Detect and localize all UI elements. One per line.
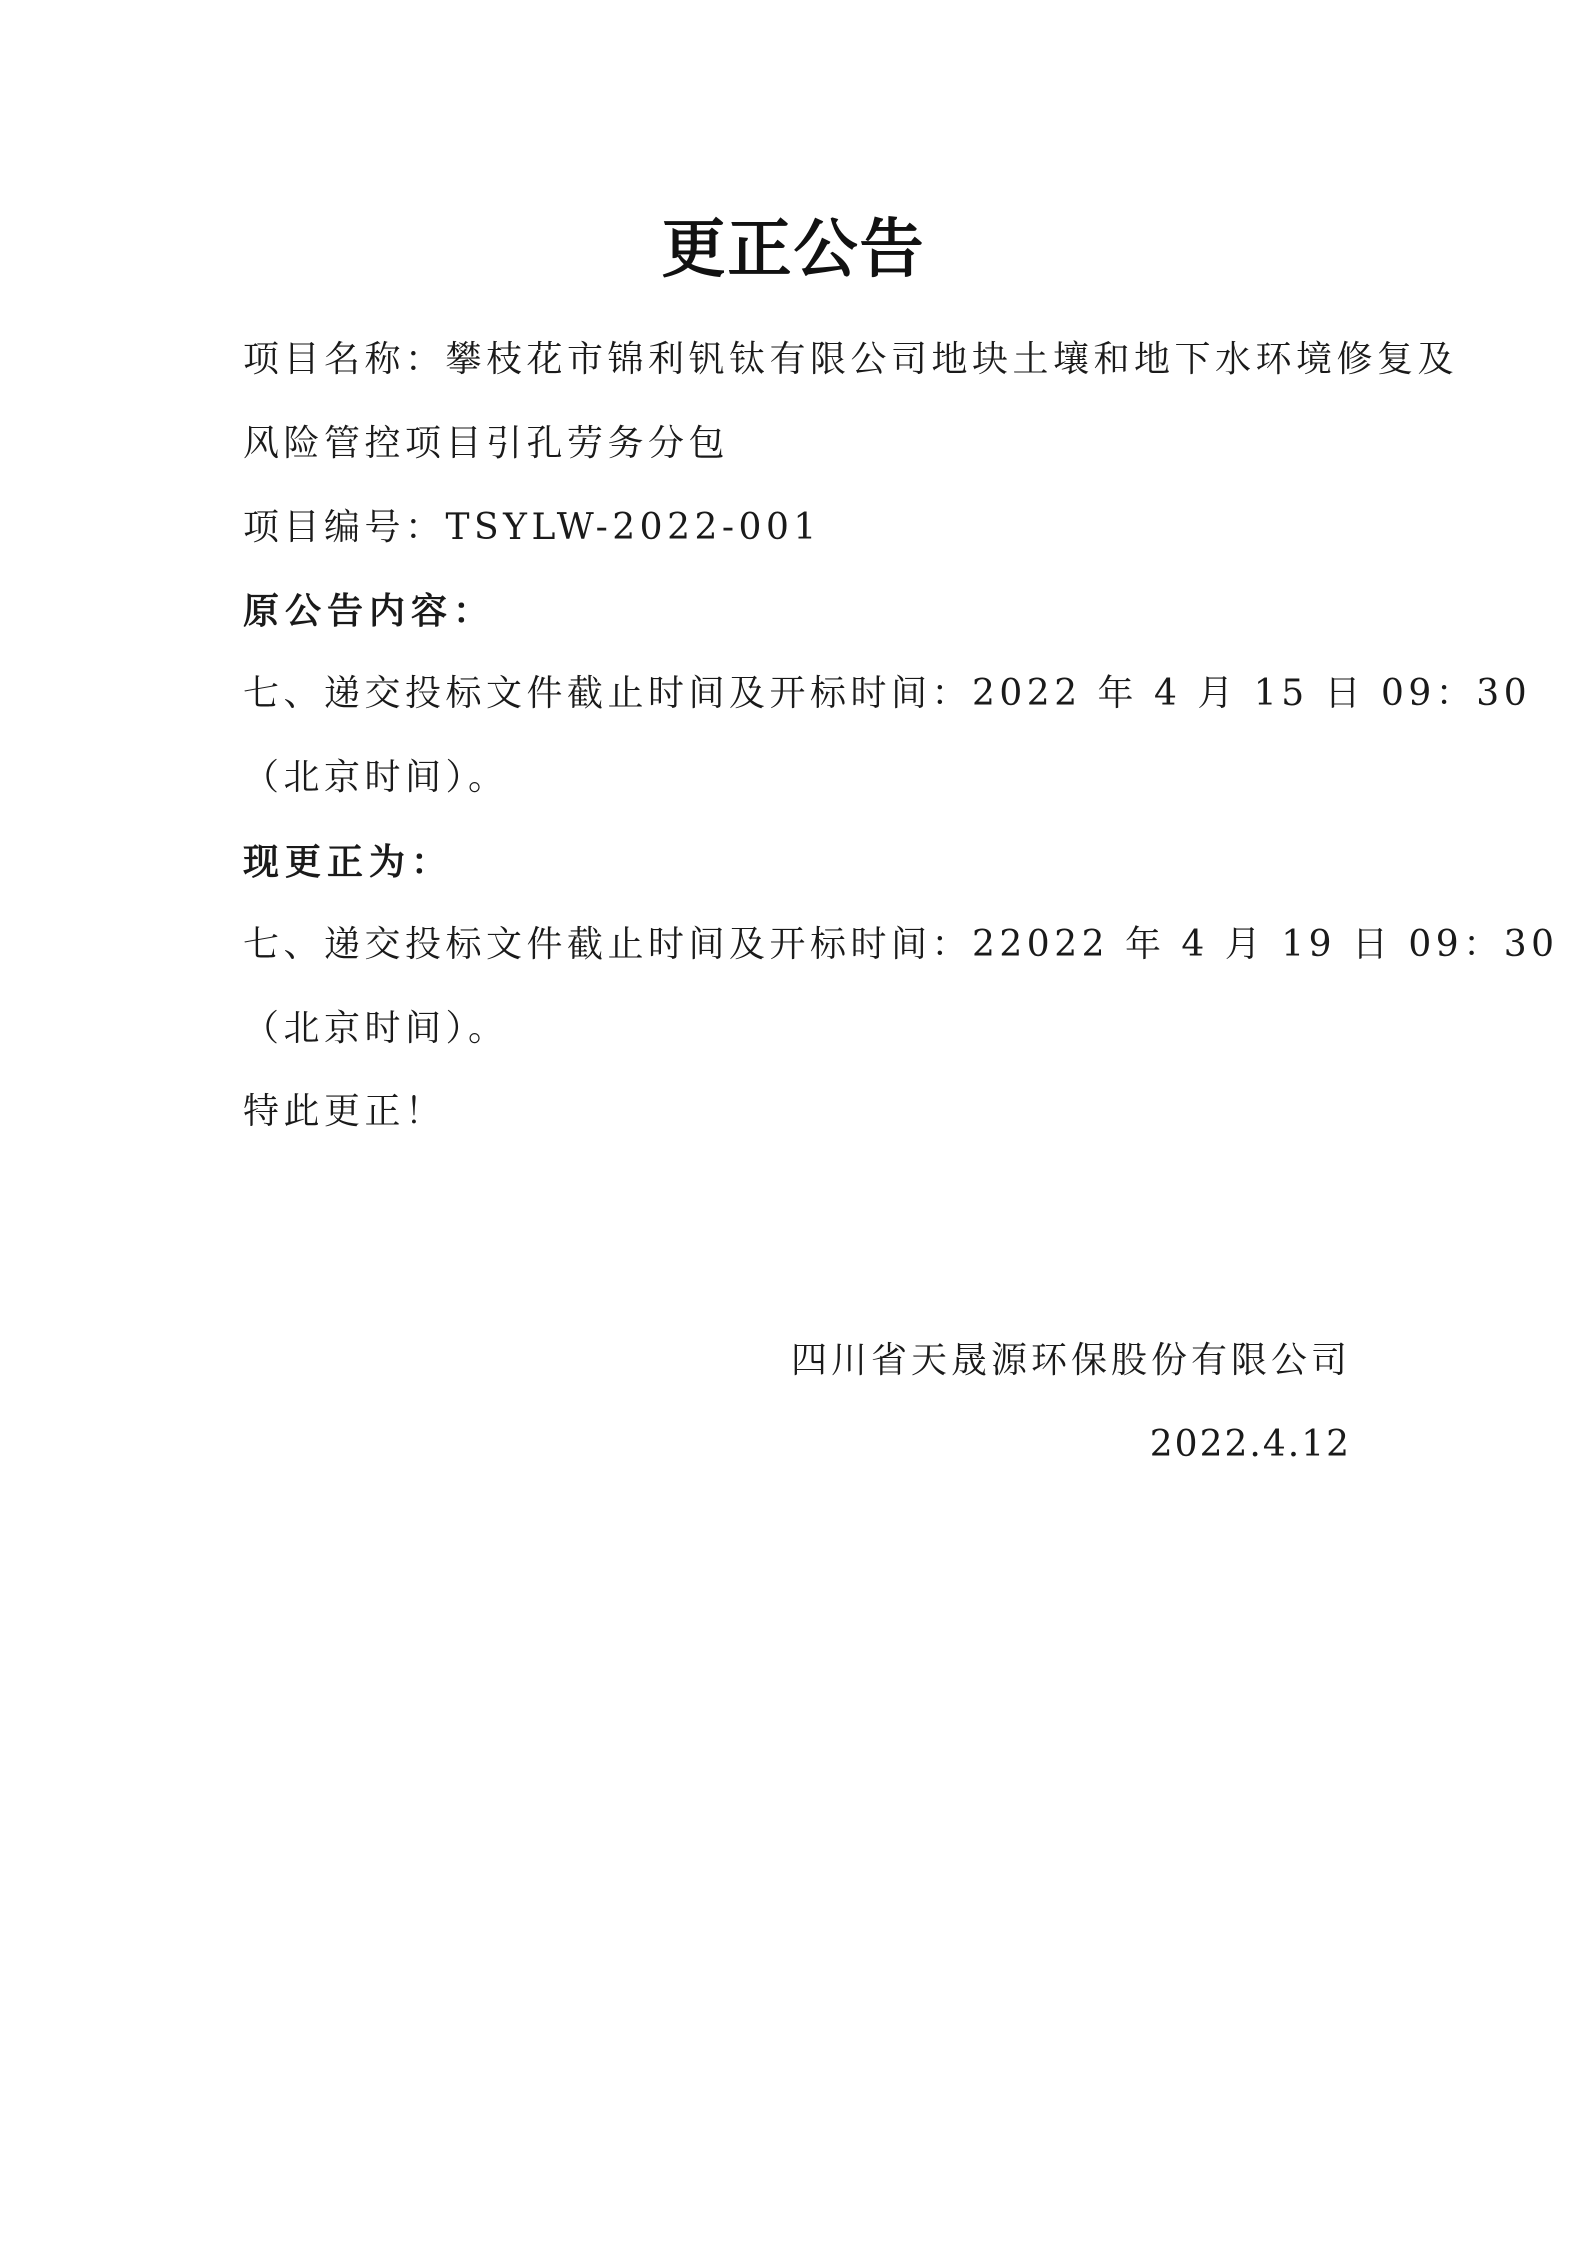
closing-text: 特此更正！ (243, 1091, 446, 1132)
original-line-2: （北京时间）。 (243, 757, 509, 798)
corrected-heading: 现更正为： (243, 841, 454, 883)
signature-date: 2022.4.12 (1149, 1424, 1351, 1465)
corrected-line-2: （北京时间）。 (243, 1008, 509, 1049)
signature-company: 四川省天晟源环保股份有限公司 (790, 1340, 1351, 1381)
original-heading: 原公告内容： (243, 590, 496, 632)
corrected-line-1: 七、递交投标文件截止时间及开标时间：22022 年 4 月 19 日 09：30 (243, 924, 1559, 965)
project-number: 项目编号：TSYLW-2022-001 (243, 507, 821, 548)
project-name-line-2: 风险管控项目引孔劳务分包 (243, 423, 730, 464)
project-name-line-1: 项目名称：攀枝花市锦利钒钛有限公司地块土壤和地下水环境修复及 (243, 339, 1459, 380)
original-line-1: 七、递交投标文件截止时间及开标时间：2022 年 4 月 15 日 09：30 (243, 673, 1532, 714)
page-title: 更正公告 (661, 212, 926, 287)
